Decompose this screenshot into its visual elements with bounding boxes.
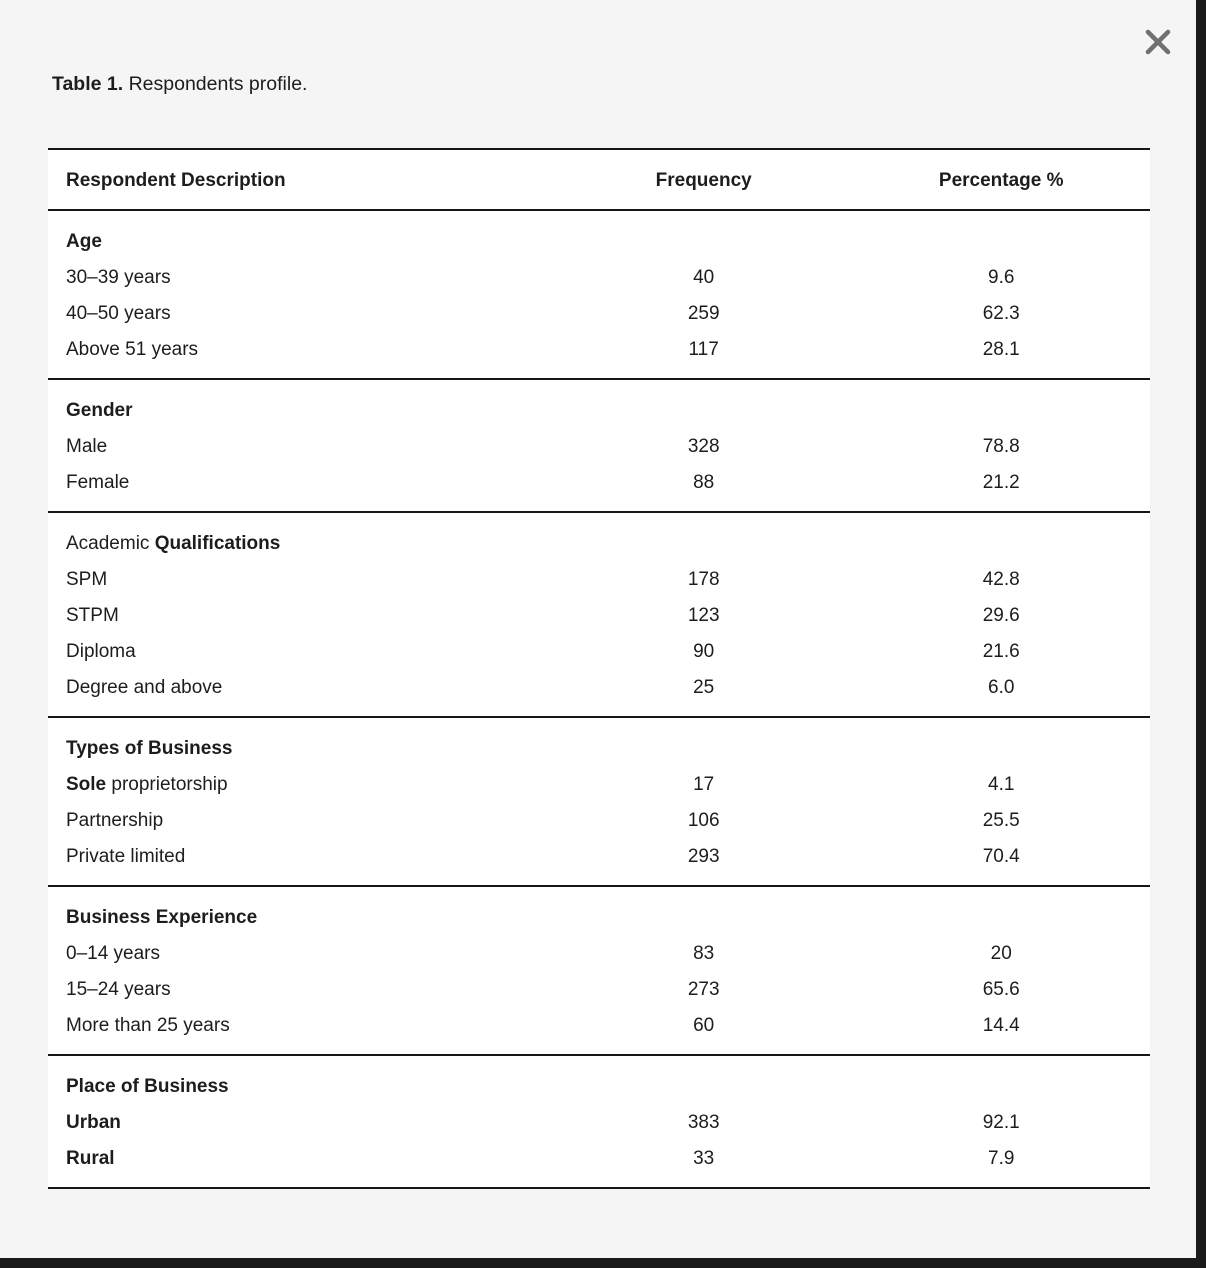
row-percentage: 21.6: [982, 641, 1020, 662]
row-label: [48, 296, 555, 332]
row-label: [48, 670, 555, 717]
label-part: Academic: [66, 533, 155, 554]
label-part: Gender: [66, 400, 133, 421]
label-part: Age: [66, 231, 102, 252]
row-label: [48, 1141, 555, 1188]
table-row: [48, 936, 1150, 972]
respondents-profile-table-container: [48, 148, 1150, 1189]
row-frequency: 83: [693, 943, 715, 964]
label-part: Rural: [66, 1148, 115, 1169]
row-percentage: 7.9: [988, 1148, 1015, 1169]
row-frequency: 178: [687, 569, 720, 590]
table-row: [48, 767, 1150, 803]
label-part: Sole: [66, 774, 112, 795]
row-label: [48, 803, 555, 839]
row-percentage: 20: [990, 943, 1012, 964]
row-label: [48, 562, 555, 598]
label-part: 30–39 years: [66, 267, 171, 288]
background-page-strip: [0, 1258, 1206, 1268]
table-header: [48, 149, 1150, 210]
table-row: [48, 598, 1150, 634]
section-header-label: [48, 886, 1150, 936]
row-label: [48, 634, 555, 670]
row-frequency: 90: [693, 641, 715, 662]
table-row: [48, 670, 1150, 717]
table-row: [48, 465, 1150, 512]
section-header-label: [48, 512, 1150, 562]
table-section: [48, 210, 1150, 379]
label-part: Female: [66, 472, 130, 493]
section-header-label: [48, 717, 1150, 767]
row-percentage: 42.8: [982, 569, 1020, 590]
label-part: 15–24 years: [66, 979, 171, 1000]
section-header-label: [48, 210, 1150, 260]
row-label: [48, 1008, 555, 1055]
row-frequency: 259: [687, 303, 720, 324]
table-row: [48, 429, 1150, 465]
table-row: [48, 260, 1150, 296]
section-header-row: [48, 1055, 1150, 1105]
table-row: [48, 332, 1150, 379]
label-part: Diploma: [66, 641, 136, 662]
row-frequency: 40: [693, 267, 715, 288]
label-part: Business Experience: [66, 907, 258, 928]
row-label: [48, 260, 555, 296]
row-frequency: 117: [688, 339, 719, 360]
section-header-label: [48, 1055, 1150, 1105]
section-header-row: [48, 512, 1150, 562]
close-button[interactable]: [1138, 22, 1178, 62]
table-row: [48, 1008, 1150, 1055]
row-percentage: 14.4: [982, 1015, 1020, 1036]
section-header-row: [48, 717, 1150, 767]
close-icon: [1138, 25, 1178, 59]
row-frequency: 25: [693, 677, 715, 698]
table-section: [48, 512, 1150, 717]
table-section: [48, 886, 1150, 1055]
row-percentage: 92.1: [982, 1112, 1020, 1133]
label-part: proprietorship: [111, 774, 228, 795]
row-percentage: 9.6: [988, 267, 1015, 288]
row-label: [48, 598, 555, 634]
respondents-profile-table: [48, 148, 1150, 1189]
table-caption-text: Respondents profile.: [123, 73, 308, 95]
label-part: Types of Business: [66, 738, 233, 759]
row-percentage: 70.4: [982, 846, 1020, 867]
table-row: [48, 296, 1150, 332]
row-percentage: 28.1: [982, 339, 1020, 360]
row-percentage: 21.2: [982, 472, 1020, 493]
table-caption-label: Table 1.: [52, 73, 124, 95]
row-label: [48, 1105, 555, 1141]
row-frequency: 60: [693, 1015, 715, 1036]
label-part: SPM: [66, 569, 108, 590]
row-label: [48, 465, 555, 512]
label-part: Degree and above: [66, 677, 223, 698]
label-part: Urban: [66, 1112, 121, 1133]
row-frequency: 33: [693, 1148, 715, 1169]
row-frequency: 383: [687, 1112, 720, 1133]
row-frequency: 293: [687, 846, 720, 867]
row-label: [48, 839, 555, 886]
table-section: [48, 379, 1150, 512]
label-part: Partnership: [66, 810, 164, 831]
label-part: 40–50 years: [66, 303, 171, 324]
section-header-row: [48, 379, 1150, 429]
label-part: Male: [66, 436, 108, 457]
row-label: [48, 972, 555, 1008]
label-part: Qualifications: [154, 533, 281, 554]
table-section: [48, 717, 1150, 886]
table-row: [48, 634, 1150, 670]
section-header-row: [48, 886, 1150, 936]
table-row: [48, 803, 1150, 839]
table-row: [48, 839, 1150, 886]
label-part: Above 51 years: [66, 339, 199, 360]
row-frequency: 328: [687, 436, 720, 457]
row-percentage: 65.6: [982, 979, 1020, 1000]
label-part: Place of Business: [66, 1076, 229, 1097]
column-header-respondent-description: Respondent Description: [48, 149, 555, 210]
row-percentage: 29.6: [982, 605, 1020, 626]
label-part: More than 25 years: [66, 1015, 230, 1036]
row-frequency: 273: [687, 979, 720, 1000]
table-row: [48, 562, 1150, 598]
row-label: [48, 332, 555, 379]
column-header-percentage: Percentage %: [852, 149, 1150, 210]
label-part: 0–14 years: [66, 943, 161, 964]
row-percentage: 78.8: [982, 436, 1020, 457]
row-percentage: 25.5: [982, 810, 1020, 831]
row-frequency: 123: [687, 605, 720, 626]
row-percentage: 62.3: [982, 303, 1020, 324]
row-frequency: 17: [693, 774, 715, 795]
row-label: [48, 429, 555, 465]
label-part: Private limited: [66, 846, 186, 867]
table-row: [48, 1141, 1150, 1188]
row-frequency: 88: [693, 472, 715, 493]
section-header-label: [48, 379, 1150, 429]
column-header-frequency: Frequency: [555, 149, 853, 210]
table-caption: [52, 71, 307, 97]
section-header-row: [48, 210, 1150, 260]
table-row: [48, 1105, 1150, 1141]
row-frequency: 106: [687, 810, 720, 831]
row-percentage: 4.1: [988, 774, 1015, 795]
row-percentage: 6.0: [988, 677, 1015, 698]
label-part: STPM: [66, 605, 119, 626]
row-label: [48, 936, 555, 972]
table-section: [48, 1055, 1150, 1188]
row-label: [48, 767, 555, 803]
table-row: [48, 972, 1150, 1008]
